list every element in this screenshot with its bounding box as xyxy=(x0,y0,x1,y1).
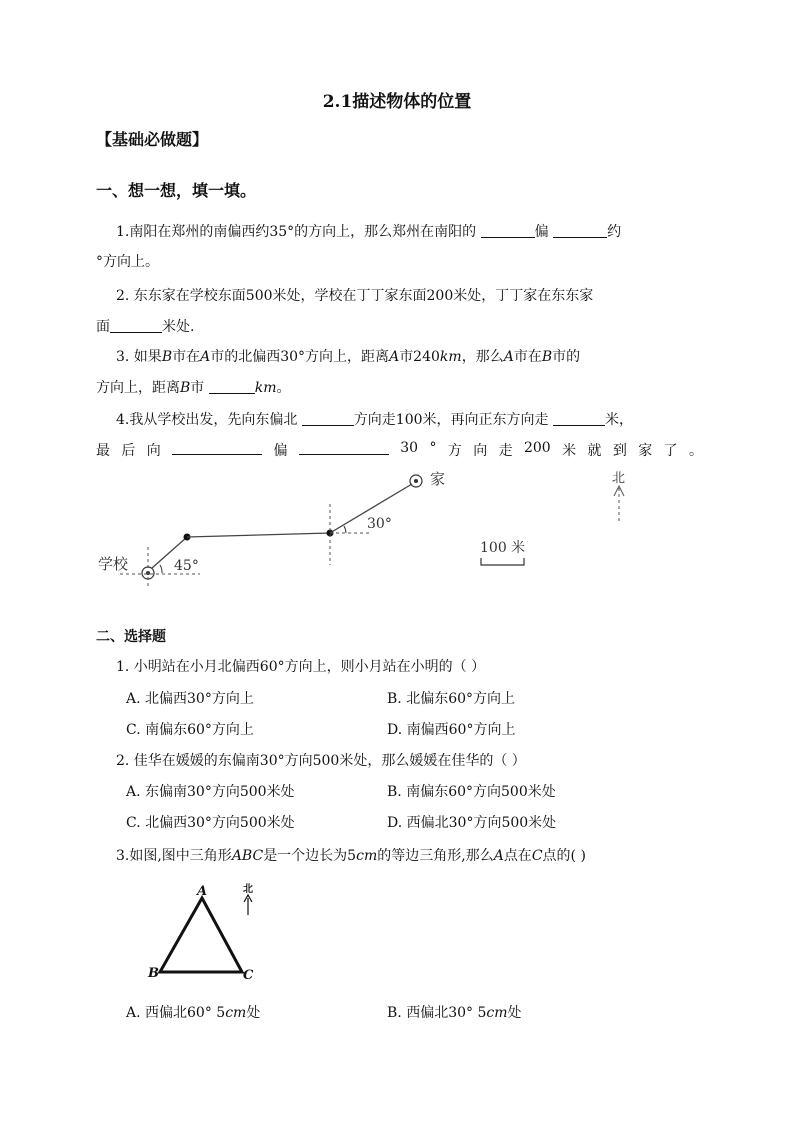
angle-arc-30 xyxy=(344,526,346,533)
question-1-1 xyxy=(116,221,621,241)
choice-2-1-b[interactable]: B. 北偏东60°方向上 xyxy=(387,691,516,707)
q3-text: B xyxy=(541,349,553,365)
q3-text: 方向上，距离 xyxy=(96,380,180,396)
route-segment-2 xyxy=(187,533,330,537)
question-1-4 xyxy=(116,409,633,429)
q3-text: 。 xyxy=(276,380,291,396)
triangle-abc xyxy=(160,898,242,972)
angle-arc-45 xyxy=(160,565,162,573)
q23-text: 点的( ) xyxy=(542,848,586,864)
page-title: 2.1描述物体的位置 xyxy=(322,92,472,112)
north-label: 北 xyxy=(243,884,253,895)
choice-2-1-c[interactable]: C. 南偏东60°方向上 xyxy=(126,722,254,738)
school-label: 学校 xyxy=(98,555,129,573)
home-label: 家 xyxy=(430,470,446,488)
q3-text: km xyxy=(439,349,462,365)
q4-token: 后 xyxy=(121,443,136,459)
q3-text: km xyxy=(254,380,277,396)
question-2-1: 1. 小明站在小月北偏西60°方向上，则小月站在小明的（ ） xyxy=(116,659,486,675)
q4-text: 4.我从学校出发，先向东偏北 xyxy=(116,412,298,428)
question-1-2: 2. 东东家在学校东面500米处，学校在丁丁家东面200米处，丁丁家在东东家 xyxy=(116,288,594,304)
q4-token: 最 xyxy=(96,443,110,459)
triangle-diagram xyxy=(140,878,280,988)
q3-text: 市在 xyxy=(513,349,542,365)
answer-blank[interactable] xyxy=(299,440,389,455)
q23-text: 3.如图,图中三角形 xyxy=(116,848,232,864)
q4-token: 向 xyxy=(473,443,488,459)
question-1-1-cont xyxy=(96,251,159,271)
choice-text: A. 西偏北60° 5 xyxy=(126,1005,226,1021)
q4-token: 米 xyxy=(562,443,577,459)
q4-token: 就 xyxy=(587,443,602,459)
answer-blank[interactable] xyxy=(209,379,255,394)
q4-token: 家 xyxy=(638,443,653,459)
choice-2-1-a[interactable]: A. 北偏西30°方向上 xyxy=(126,691,254,707)
choice-text: cm xyxy=(225,1005,247,1021)
vertex-c-label: C xyxy=(243,968,254,983)
q4-token: 30 xyxy=(400,440,419,456)
q4-token: 走 xyxy=(498,443,513,459)
q1-text-b: 偏 xyxy=(534,224,549,240)
q4-token: 200 xyxy=(523,440,551,456)
q23-text: A xyxy=(493,848,504,864)
q23-text: 的等边三角形,那么 xyxy=(377,848,494,864)
section2-heading: 二、选择题 xyxy=(96,629,166,645)
q23-text: cm xyxy=(356,848,378,864)
answer-blank[interactable] xyxy=(110,318,162,333)
answer-blank[interactable] xyxy=(553,411,605,426)
q3-text: 市的北偏西30°方向上，距离 xyxy=(210,349,390,365)
angle-label-45: 45° xyxy=(174,558,199,574)
answer-blank[interactable] xyxy=(553,223,607,238)
q23-text: 点在 xyxy=(503,848,532,864)
q4-token: 。 xyxy=(688,443,703,459)
q1-text-a: 1.南阳在郑州的南偏西约35°的方向上，那么郑州在南阳的 xyxy=(116,224,477,240)
scale-bar xyxy=(481,558,524,565)
choice-2-3-a[interactable] xyxy=(126,1002,260,1022)
q3-text: B xyxy=(180,380,191,396)
q4-token: 到 xyxy=(612,443,627,459)
answer-blank[interactable] xyxy=(172,440,262,455)
angle-label-30: 30° xyxy=(367,516,392,532)
q23-text: ABC xyxy=(231,848,264,864)
section-header: 【基础必做题】 xyxy=(96,130,209,149)
q4-text: 米， xyxy=(605,412,633,428)
q4-text: 方向走100米，再向正东方向走 xyxy=(353,412,549,428)
q4-token: 方 xyxy=(447,443,462,459)
question-1-3 xyxy=(116,346,580,366)
vertex-b-label: B xyxy=(148,966,159,981)
choice-2-2-c[interactable]: C. 北偏西30°方向500米处 xyxy=(126,815,295,831)
choice-text: 处 xyxy=(246,1005,261,1021)
question-1-2-cont xyxy=(96,316,194,336)
q3-text: A xyxy=(503,349,514,365)
route-diagram xyxy=(90,462,650,592)
q4-token: ° xyxy=(429,440,437,456)
vertex-a-label: A xyxy=(197,884,208,899)
home-marker-dot xyxy=(414,479,418,483)
q3-text: A xyxy=(389,349,400,365)
answer-blank[interactable] xyxy=(481,223,535,238)
q3-text: ，那么 xyxy=(461,349,504,365)
q3-text: 市的 xyxy=(552,349,581,365)
q3-text: 市 xyxy=(190,380,205,396)
scale-label: 100 米 xyxy=(480,540,526,556)
q4-token: 偏 xyxy=(273,443,288,459)
q1-text-c: 约 xyxy=(607,224,622,240)
question-1-4-cont xyxy=(96,440,703,460)
question-1-3-cont xyxy=(96,377,291,397)
q3-text: 市240 xyxy=(399,349,440,365)
q3-text: B xyxy=(161,349,173,365)
choice-2-1-d[interactable]: D. 南偏西60°方向上 xyxy=(387,722,516,738)
choice-2-2-b[interactable]: B. 南偏东60°方向500米处 xyxy=(387,784,556,800)
choice-text: B. 西偏北30° 5 xyxy=(387,1005,487,1021)
q23-text: C xyxy=(531,848,543,864)
q3-text: A xyxy=(200,349,211,365)
q3-text: 3. 如果 xyxy=(116,349,162,365)
choice-2-3-b[interactable] xyxy=(387,1002,522,1022)
q2-text-c: 米处. xyxy=(162,319,195,335)
north-label: 北 xyxy=(612,471,626,486)
q2-text-b: 面 xyxy=(96,319,110,335)
q4-token: 向 xyxy=(146,443,161,459)
q23-text: 是一个边长为5 xyxy=(263,848,357,864)
q1-text-d: °方向上。 xyxy=(96,254,159,270)
q3-text: 市在 xyxy=(172,349,201,365)
choice-text: 处 xyxy=(507,1005,522,1021)
answer-blank[interactable] xyxy=(302,411,354,426)
section1-heading: 一、想一想，填一填。 xyxy=(96,181,257,200)
q4-token: 了 xyxy=(663,443,678,459)
choice-text: cm xyxy=(486,1005,508,1021)
question-2-2: 2. 佳华在媛媛的东偏南30°方向500米处，那么媛媛在佳华的（ ） xyxy=(116,753,526,769)
choice-2-2-a[interactable]: A. 东偏南30°方向500米处 xyxy=(126,784,295,800)
question-2-3 xyxy=(116,845,586,865)
choice-2-2-d[interactable]: D. 西偏北30°方向500米处 xyxy=(387,815,557,831)
